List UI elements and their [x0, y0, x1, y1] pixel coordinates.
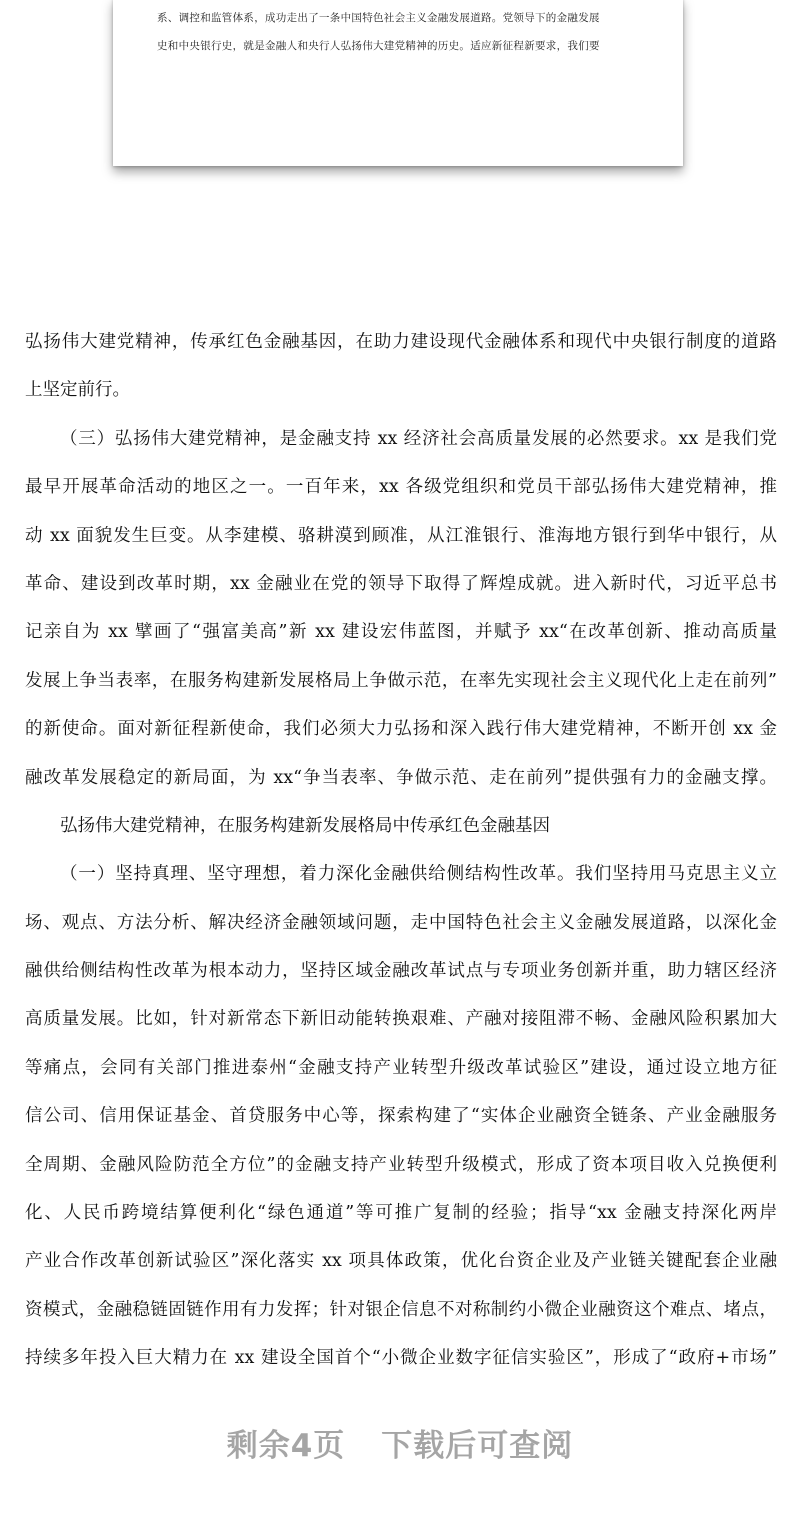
paragraph-line: 融供给侧结构性改革为根本动力，坚持区域金融改革试点与专项业务创新并重，助力辖区经济 — [25, 961, 777, 982]
preview-text-line: 史和中央银行史，就是金融人和央行人弘扬伟大建党精神的历史。适应新征程新要求，我们要 — [157, 40, 600, 52]
paragraph-line: （一）坚持真理、坚守理想，着力深化金融供给侧结构性改革。我们坚持用马克思主义立 — [60, 864, 777, 885]
paragraph-line: 产业合作改革创新试验区”深化落实 xx 项具体政策，优化台资企业及产业链关键配套企业融 — [25, 1251, 777, 1272]
paragraph-line: 资模式，金融稳链固链作用有力发挥；针对银企信息不对称制约小微企业融资这个难点、堵点， — [25, 1299, 777, 1320]
download-prompt-banner[interactable] — [0, 1420, 800, 1465]
paragraph-line: 弘扬伟大建党精神，传承红色金融基因，在助力建设现代金融体系和现代中央银行制度的道路 — [25, 332, 777, 352]
paragraph-line: 发展上争当表率，在服务构建新发展格局上争做示范，在率先实现社会主义现代化上走在前列” — [25, 670, 777, 691]
paragraph-line: 信公司、信用保证基金、首贷服务中心等，探索构建了“实体企业融资全链条、产业金融服务 — [25, 1106, 777, 1127]
paragraph-line: 革命、建设到改革时期，xx 金融业在党的领导下取得了辉煌成就。进入新时代，习近平总书 — [25, 573, 777, 594]
paragraph-line: 持续多年投入巨大精力在 xx 建设全国首个“小微企业数字征信实验区”，形成了“政府+市场” — [25, 1348, 777, 1369]
paragraph-line: 场、观点、方法分析、解决经济金融领域问题，走中国特色社会主义金融发展道路，以深化金 — [25, 912, 777, 933]
paragraph-line: 等痛点，会同有关部门推进泰州“金融支持产业转型升级改革试验区”建设，通过设立地方征 — [25, 1057, 777, 1078]
preview-page-card — [113, 0, 683, 166]
paragraph-line: 上坚定前行。 — [25, 380, 130, 401]
remaining-pages-text: 剩余4页 — [226, 1428, 346, 1464]
paragraph-line: 化、人民币跨境结算便利化“绿色通道”等可推广复制的经验；指导“xx 金融支持深化两岸 — [25, 1203, 777, 1224]
preview-text-line: 系、调控和监管体系，成功走出了一条中国特色社会主义金融发展道路。党领导下的金融发展 — [157, 12, 600, 24]
paragraph-line: 高质量发展。比如，针对新常态下新旧动能转换艰难、产融对接阻滞不畅、金融风险积累加大 — [25, 1009, 777, 1030]
paragraph-line: 融改革发展稳定的新局面，为 xx“争当表率、争做示范、走在前列”提供强有力的金融支撑。 — [25, 767, 777, 788]
download-to-view-text: 下载后可查阅 — [381, 1428, 574, 1464]
paragraph-line: 最早开展革命活动的地区之一。一百年来，xx 各级党组织和党员干部弘扬伟大建党精神，推 — [25, 477, 777, 498]
section-heading: 弘扬伟大建党精神，在服务构建新发展格局中传承红色金融基因 — [60, 815, 550, 836]
document-body — [25, 322, 777, 1387]
paragraph-line: 记亲自为 xx 擘画了“强富美高”新 xx 建设宏伟蓝图，并赋予 xx“在改革创新、推动高质量 — [25, 622, 777, 643]
paragraph-line: 动 xx 面貌发生巨变。从李建模、骆耕漠到顾准，从江淮银行、淮海地方银行到华中银行，从 — [25, 525, 777, 546]
paragraph-line: 全周期、金融风险防范全方位”的金融支持产业转型升级模式，形成了资本项目收入兑换便利 — [25, 1154, 777, 1175]
paragraph-line: （三）弘扬伟大建党精神，是金融支持 xx 经济社会高质量发展的必然要求。xx 是我们党 — [60, 428, 777, 449]
paragraph-line: 的新使命。面对新征程新使命，我们必须大力弘扬和深入践行伟大建党精神，不断开创 xx 金 — [25, 719, 777, 740]
